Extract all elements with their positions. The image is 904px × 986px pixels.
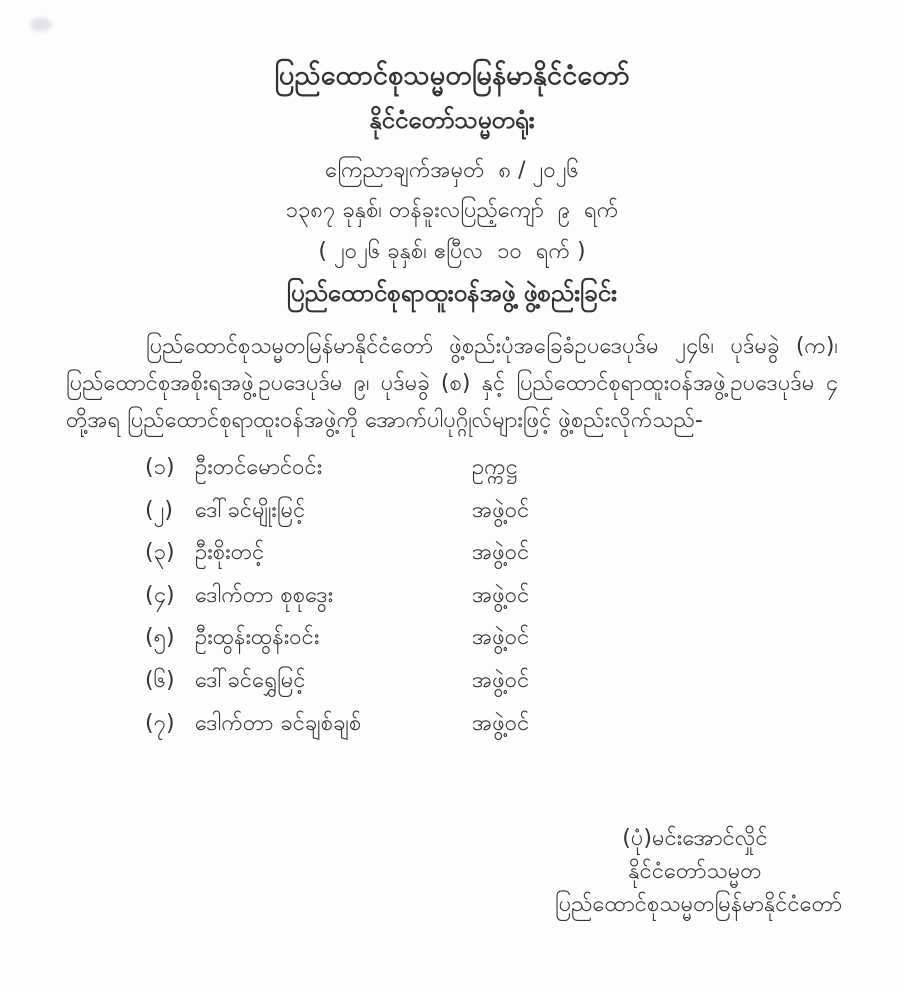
announcement-number-line: ကြေညာချက်အမှတ် ၈ / ၂၀၂၆ xyxy=(325,158,579,183)
member-number: (၁) xyxy=(145,455,175,480)
header-country-line: ပြည်ထောင်စုသမ္မတမြန်မာနိုင်ငံတော် xyxy=(274,60,630,91)
member-row xyxy=(145,665,785,708)
member-number: (၄) xyxy=(145,582,175,608)
signature-block xyxy=(555,822,843,921)
body-paragraph: ပြည်ထောင်စုသမ္မတမြန်မာနိုင်ငံတော် ဖွဲ့စည်းပုံအခြေခံဥပဒေပုဒ်မ ၂၄၆၊ ပုဒ်မခွဲ (က)၊ ပြည်ထောင်စုအစိုးရအဖွဲ့ဥပဒေပုဒ်မ ၉၊ ပုဒ်မခွဲ (စ) နှင့် ပြည်ထောင်စုရာထူးဝန်အဖွဲ့ဥပဒေပုဒ်မ ၄ တို့အရ ပြည်ထောင်စုရာထူးဝန်အဖွဲ့ကို အောက်ပါပုဂ္ဂိုလ်များဖြင့် ဖွဲ့စည်းလိုက်သည်- xyxy=(66,334,838,433)
member-role: အဖွဲ့ဝင် xyxy=(472,710,530,736)
member-role: အဖွဲ့ဝင် xyxy=(472,667,530,693)
document-title: ပြည်ထောင်စုရာထူးဝန်အဖွဲ့ ဖွဲ့စည်းခြင်း xyxy=(286,279,618,307)
member-name: ဦးတင်မောင်ဝင်း xyxy=(195,455,323,480)
member-row xyxy=(145,708,785,751)
member-role: အဖွဲ့ဝင် xyxy=(472,582,530,608)
member-number: (၂) xyxy=(145,497,173,523)
member-row xyxy=(145,495,785,538)
member-name: ဦးထွန်းထွန်းဝင်း xyxy=(195,625,320,651)
member-row xyxy=(145,452,785,495)
member-name: ဦးစိုးတင့် xyxy=(195,540,265,566)
signatory-organization: ပြည်ထောင်စုသမ္မတမြန်မာနိုင်ငံတော် xyxy=(555,892,843,917)
header-office-line: နိုင်ငံတော်သမ္မတရုံး xyxy=(369,106,535,134)
member-name: ဒေါ်ခင်ရွှေမြင့် xyxy=(195,667,306,693)
member-row xyxy=(145,580,785,623)
member-number: (၆) xyxy=(145,667,175,693)
members-list xyxy=(145,452,785,750)
gregorian-date-line: ( ၂၀၂၆ ခုနှစ်၊ ဧပြီလ ၁၀ ရက် ) xyxy=(318,239,586,264)
myanmar-calendar-date-line: ၁၃၈၇ ခုနှစ်၊ တန်ခူးလပြည့်ကျော် ၉ ရက် xyxy=(285,198,619,223)
member-name: ဒေါက်တာ စုစုဒွေး xyxy=(195,582,334,608)
signatory-name: (ပုံ)မင်းအောင်လှိုင် xyxy=(622,826,768,851)
scan-smudge-mark xyxy=(30,18,52,31)
member-row xyxy=(145,537,785,580)
member-role: အဖွဲ့ဝင် xyxy=(472,540,530,566)
member-number: (၇) xyxy=(145,710,175,736)
member-number: (၅) xyxy=(145,625,175,651)
member-name: ဒေါ်ခင်မျိုးမြင့် xyxy=(195,497,306,523)
member-role: အဖွဲ့ဝင် xyxy=(472,497,530,523)
member-role: ဥက္ကဋ္ဌ xyxy=(472,455,518,480)
member-name: ဒေါက်တာ ခင်ချစ်ချစ် xyxy=(195,710,362,736)
member-number: (၃) xyxy=(145,540,175,566)
member-row xyxy=(145,622,785,665)
member-role: အဖွဲ့ဝင် xyxy=(472,625,530,651)
signatory-title: နိုင်ငံတော်သမ္မတ xyxy=(628,859,762,884)
